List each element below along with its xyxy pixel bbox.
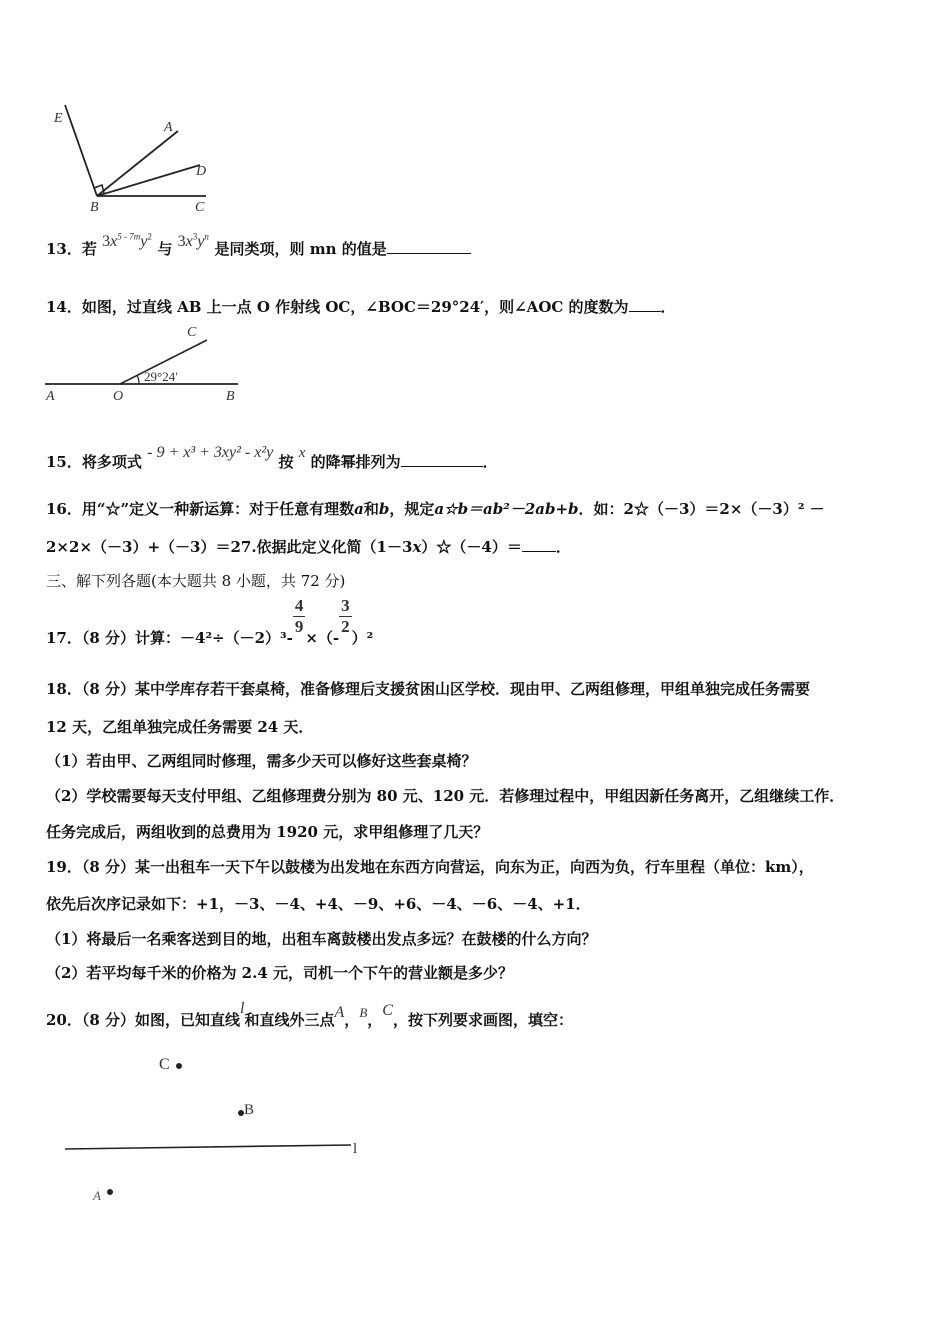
fraction-3-2: $\frac{3}{2}$ xyxy=(341,596,350,636)
label-l: l xyxy=(353,1141,358,1157)
label-c: C xyxy=(159,1056,170,1073)
question-19-line-2: 依先后次序记录如下：+1，－3、－4、+4、－9、+6、－4、－6、－4、+1． xyxy=(46,895,591,913)
answer-blank[interactable] xyxy=(522,537,556,552)
label-b: B xyxy=(90,200,99,215)
ray-ba xyxy=(97,131,178,196)
point-c xyxy=(176,1063,182,1069)
point-a xyxy=(107,1189,113,1195)
question-16-line-2: 2×2×（－3）+（－3）＝27.依据此定义化简（1－3x）☆（－4）＝ ． xyxy=(46,538,571,556)
section-title: 三、解下列各题(本大题共 8 小题，共 72 分) xyxy=(46,572,346,590)
figure-angle-ebc xyxy=(40,100,230,215)
fraction-4-9: $\frac{4}{9}$ xyxy=(294,596,304,636)
label-a: A xyxy=(93,1188,101,1203)
ray-bd xyxy=(97,165,200,196)
label-d: D xyxy=(196,164,207,179)
term-1: $3x^{5 - 7m}y^2$ xyxy=(102,231,152,250)
label-c: C xyxy=(195,200,205,215)
question-18-sub-2-line-2: 任务完成后，两组收到的总费用为 1920 元，求甲组修理了几天？ xyxy=(46,823,489,841)
question-20: 20．（8 分）如图，已知直线l和直线外三点A，B，C，按下列要求画图，填空： xyxy=(46,1000,573,1029)
question-16-line-1: 16．用“☆”定义一种新运算：对于任意有理数a和b，规定a☆b＝ab²－2ab+b．如：2☆（－3）＝2×（－3）² － xyxy=(46,500,825,518)
answer-blank[interactable] xyxy=(387,239,471,254)
label-b: B xyxy=(244,1102,255,1118)
question-15: 15．将多项式 - 9 + x³ + 3xy² - x²y 按 x 的降幂排列为 ． xyxy=(46,444,498,471)
label-a: A xyxy=(46,389,55,404)
label-b: B xyxy=(226,389,235,404)
question-18-sub-2-line-1: （2）学校需要每天支付甲组、乙组修理费分别为 80 元、120 元．若修理过程中，甲组因新任务离开，乙组继续工作． xyxy=(46,787,845,805)
term-2: $3x^3y^n$ xyxy=(177,231,209,250)
question-14: 14．如图，过直线 AB 上一点 O 作射线 OC，∠BOC＝29°24′，则∠AOC 的度数为 ． xyxy=(46,298,676,316)
label-a: A xyxy=(164,120,173,135)
figure-line-and-points xyxy=(55,1045,375,1215)
question-18-sub-1: （1）若由甲、乙两组同时修理，需多少天可以修好这些套桌椅？ xyxy=(46,752,477,770)
question-18-line-2: 12 天，乙组单独完成任务需要 24 天． xyxy=(46,718,314,736)
angle-label: 29°24′ xyxy=(144,369,179,384)
answer-blank[interactable] xyxy=(629,297,661,312)
label-o: O xyxy=(113,389,124,404)
answer-blank[interactable] xyxy=(401,452,483,467)
question-18-line-1: 18．（8 分）某中学库存若干套桌椅，准备修理后支援贫困山区学校．现由甲、乙两组修理，甲组单独完成任务需要 xyxy=(46,680,811,698)
question-19-sub-2: （2）若平均每千米的价格为 2.4 元，司机一个下午的营业额是多少？ xyxy=(46,964,513,982)
label-c: C xyxy=(187,325,197,340)
question-17: 17．（8 分）计算：－4²÷（－2）³- $\frac{4}{9}$ ×（- $\frac{3}{2}$ ）² xyxy=(46,596,374,647)
ray-be xyxy=(65,105,97,196)
figure-angle-boc xyxy=(40,322,250,404)
question-19-sub-1: （1）将最后一名乘客送到目的地，出租车离鼓楼出发点多远？在鼓楼的什么方向？ xyxy=(46,930,597,948)
label-e: E xyxy=(54,111,63,126)
polynomial: - 9 + x³ + 3xy² - x²y xyxy=(147,444,274,461)
question-13: 13．若 $3x^{5 - 7m}y^2$ 与 $3x^3y^n$ 是同类项，则 mn 的值是 xyxy=(46,238,471,259)
angle-arc xyxy=(137,375,139,384)
question-19-line-1: 19．（8 分）某一出租车一天下午以鼓楼为出发地在东西方向营运，向东为正，向西为负，行车里程（单位：km）， xyxy=(46,858,814,876)
line-l xyxy=(65,1145,351,1149)
